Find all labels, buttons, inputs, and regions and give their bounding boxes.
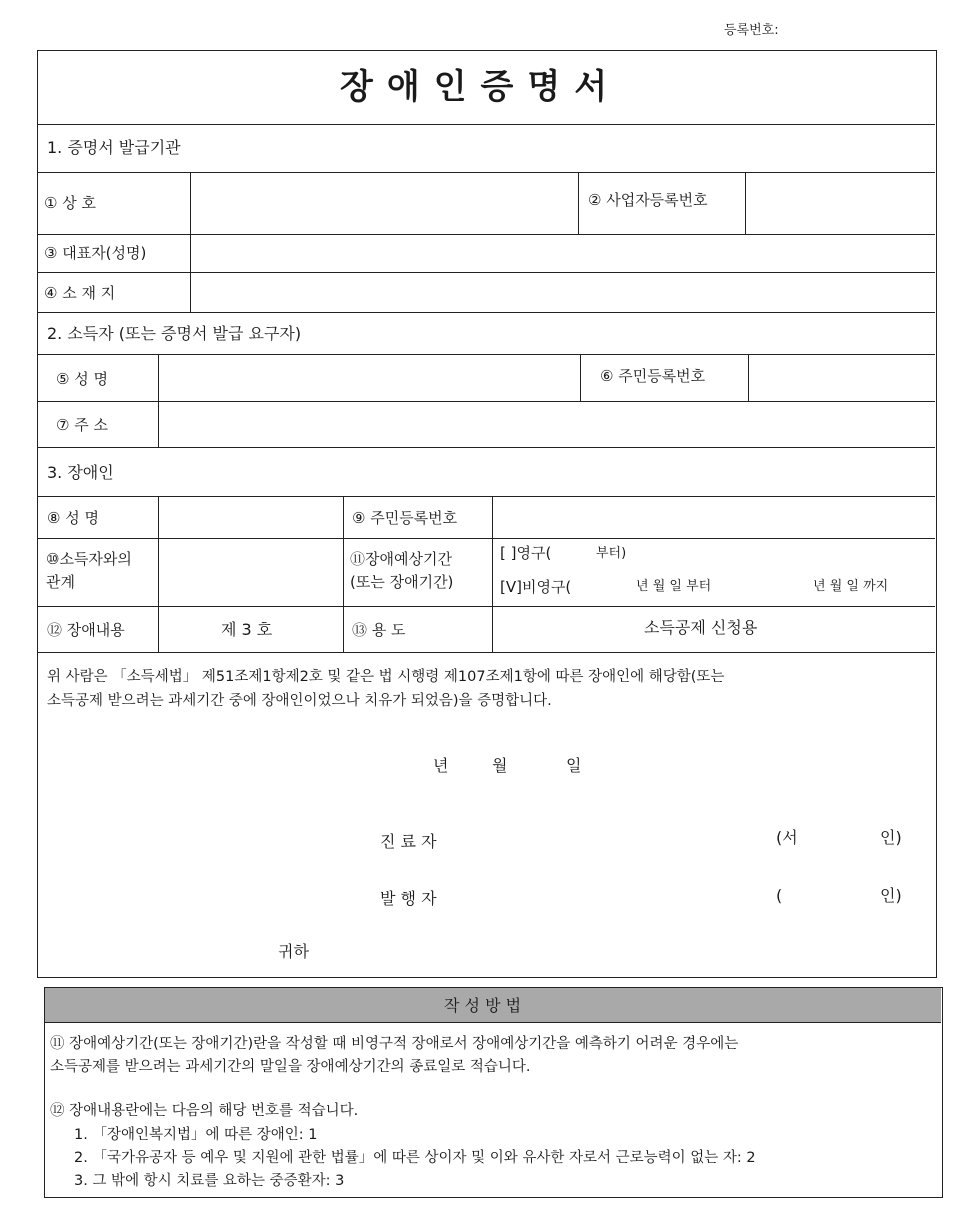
- issuer-address-field[interactable]: [192, 274, 933, 310]
- page-title: 장애인증명서: [340, 67, 622, 107]
- divider: [37, 354, 935, 355]
- non-permanent-from: 년 월 일 부터: [636, 579, 712, 594]
- doctor-label: 진 료 자: [380, 832, 437, 851]
- business-reg-no-label: ② 사업자등록번호: [588, 191, 708, 209]
- earner-resident-no-label: ⑥ 주민등록번호: [600, 367, 706, 385]
- purpose-label: ⑬ 용 도: [352, 621, 406, 639]
- divider: [343, 496, 344, 652]
- disabled-resident-no-field[interactable]: [494, 498, 933, 536]
- disabled-name-label: ⑧ 성 명: [47, 509, 99, 527]
- divider: [37, 652, 935, 653]
- instruction-item11-line1: ⑪ 장애예상기간(또는 장애기간)란을 작성할 때 비영구적 장애로서 장애예상기간을 예측하기 어려운 경우에는: [50, 1036, 739, 1052]
- instruction-list-item: 1. 「장애인복지법」에 따른 장애인: 1: [74, 1127, 318, 1143]
- statement-line2: 소득공제 받으려는 과세기간 중에 장애인이었으나 치유가 되었음)을 증명합니다.: [47, 693, 552, 709]
- statement-line1: 위 사람은 「소득세법」 제51조제1항제2호 및 같은 법 시행령 제107조제1항에 따른 장애인에 해당함(또는: [47, 669, 725, 685]
- relation-label-line1: ⑩소득자와의: [46, 550, 132, 568]
- instruction-item12-intro: ⑫ 장애내용란에는 다음의 해당 번호를 적습니다.: [50, 1103, 359, 1119]
- issuer-seal-close: 인): [880, 886, 902, 905]
- disabled-name-field[interactable]: [160, 498, 341, 536]
- non-permanent-checkbox[interactable]: [V]비영구(: [500, 578, 572, 596]
- divider: [37, 124, 935, 125]
- date-day: 일: [566, 756, 582, 775]
- divider: [37, 172, 935, 173]
- doctor-seal-open: (서: [776, 828, 798, 847]
- divider: [580, 354, 581, 401]
- trade-name-field[interactable]: [192, 174, 576, 232]
- earner-name-field[interactable]: [160, 356, 578, 399]
- purpose-value: 소득공제 신청용: [644, 618, 758, 637]
- representative-field[interactable]: [192, 236, 933, 270]
- section3-heading: 3. 장애인: [47, 463, 114, 482]
- representative-label: ③ 대표자(성명): [44, 244, 147, 262]
- registration-number-label: 등록번호:: [724, 23, 779, 38]
- relation-label-line2: 관계: [46, 573, 75, 591]
- earner-address-field[interactable]: [160, 403, 933, 445]
- instruction-item11-line2: 소득공제를 받으려는 과세기간의 말일을 장애예상기간의 종료일로 적습니다.: [50, 1059, 531, 1075]
- doctor-signature-area[interactable]: [796, 822, 876, 852]
- divider: [37, 496, 935, 497]
- divider: [37, 272, 935, 273]
- divider: [748, 354, 749, 401]
- divider: [37, 234, 935, 235]
- instructions-heading: 작 성 방 법: [444, 996, 522, 1015]
- divider: [37, 401, 935, 402]
- issuer-seal-open: (: [776, 886, 783, 905]
- section2-heading: 2. 소득자 (또는 증명서 발급 요구자): [47, 324, 302, 343]
- divider: [37, 606, 935, 607]
- divider: [745, 172, 746, 234]
- relation-field[interactable]: [160, 540, 341, 604]
- disabled-resident-no-label: ⑨ 주민등록번호: [352, 509, 458, 527]
- date-month: 월: [492, 756, 508, 775]
- period-label-line2: (또는 장애기간): [350, 573, 454, 591]
- disability-content-value: 제 3 호: [221, 620, 273, 639]
- divider: [37, 312, 935, 313]
- business-reg-no-field[interactable]: [747, 174, 933, 232]
- section1-heading: 1. 증명서 발급기관: [47, 138, 181, 157]
- date-year: 년: [433, 756, 449, 775]
- doctor-seal-close: 인): [880, 828, 902, 847]
- divider: [37, 447, 935, 448]
- non-permanent-until: 년 월 일 까지: [813, 579, 889, 594]
- trade-name-label: ① 상 호: [44, 194, 96, 212]
- divider: [492, 496, 493, 652]
- divider: [37, 538, 935, 539]
- addressee: 귀하: [278, 942, 309, 961]
- instruction-list-item: 3. 그 밖에 항시 치료를 요하는 중증환자: 3: [74, 1173, 345, 1189]
- permanent-from-text: 부터): [596, 546, 627, 561]
- disability-content-label: ⑫ 장애내용: [47, 621, 125, 639]
- earner-name-label: ⑤ 성 명: [56, 370, 108, 388]
- permanent-checkbox[interactable]: [ ]영구(: [500, 544, 552, 562]
- issuer-signature-area[interactable]: [796, 880, 876, 910]
- issuer-label: 발 행 자: [380, 889, 437, 908]
- instruction-list-item: 2. 「국가유공자 등 예우 및 지원에 관한 법률」에 따른 상이자 및 이와 유사한 자로서 근로능력이 없는 자: 2: [74, 1150, 756, 1166]
- divider: [578, 172, 579, 234]
- divider: [158, 496, 159, 652]
- divider: [158, 354, 159, 447]
- divider: [190, 172, 191, 312]
- earner-address-label: ⑦ 주 소: [56, 416, 108, 434]
- address-label: ④ 소 재 지: [44, 284, 116, 302]
- earner-resident-no-field[interactable]: [750, 356, 933, 399]
- period-label-line1: ⑪장애예상기간: [350, 550, 452, 568]
